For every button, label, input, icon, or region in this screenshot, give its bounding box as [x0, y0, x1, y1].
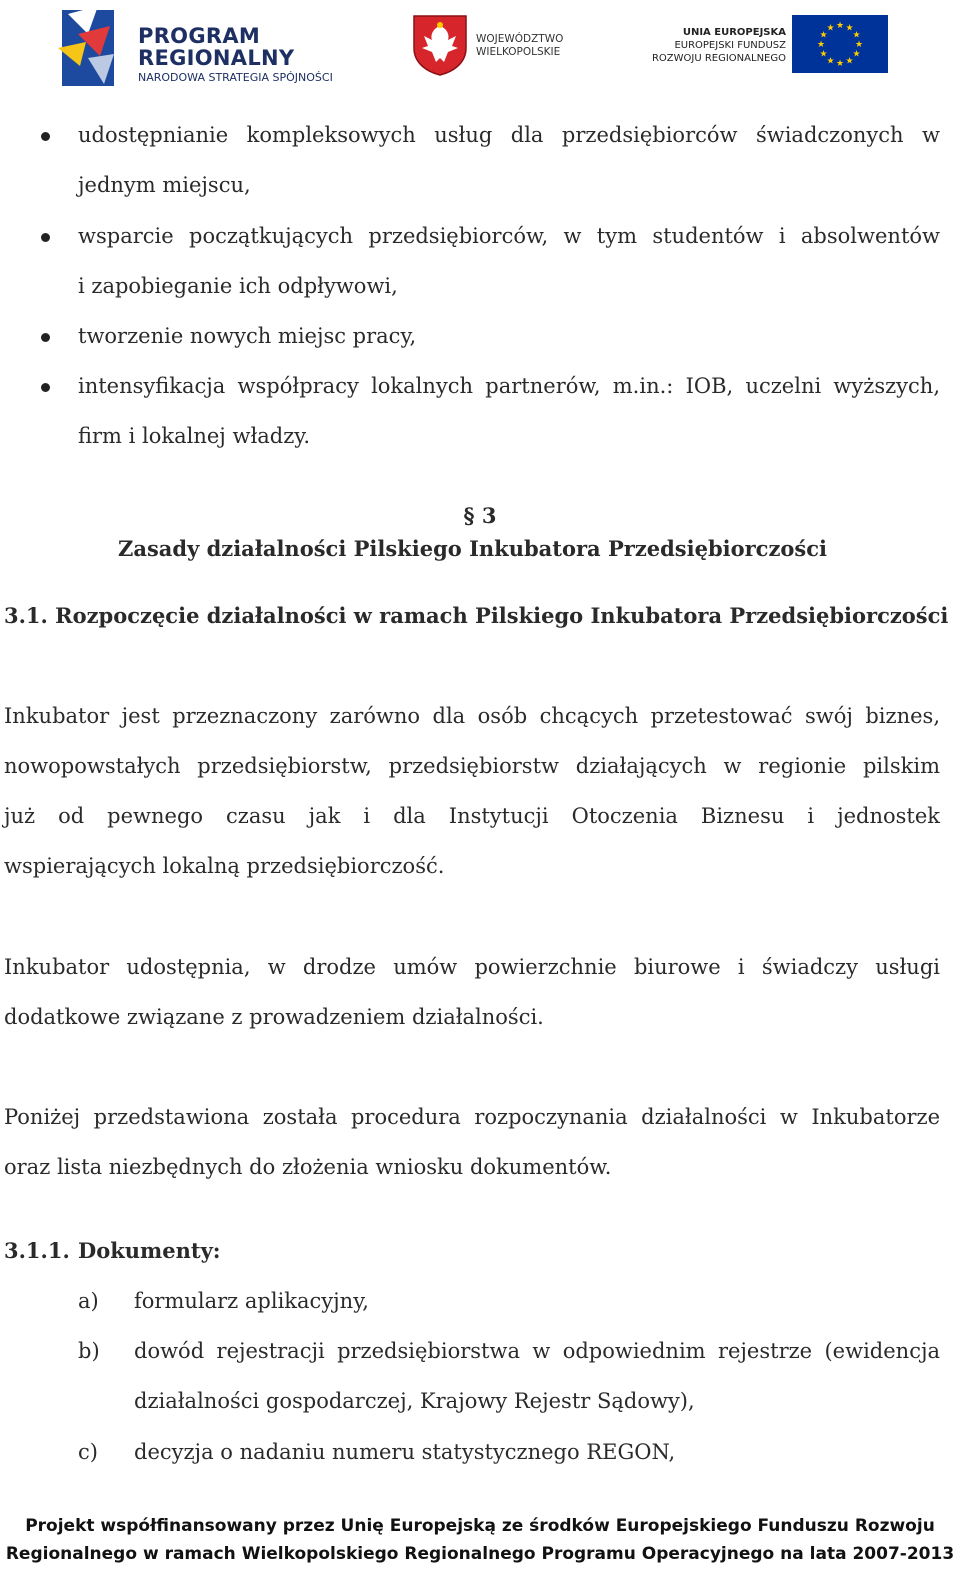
paragraph-line: wspierających lokalną przedsiębiorczość.: [4, 854, 445, 878]
paragraph-line: Inkubator udostępnia, w drodze umów powierzchnie biurowe i świadczy usługi: [4, 955, 940, 979]
woj-line1: WOJEWÓDZTWO: [476, 33, 564, 45]
footer-line1: Projekt współfinansowany przez Unię Europejską ze środków Europejskiego Funduszu Rozwoju: [25, 1516, 935, 1536]
bullet-item-1-line2: jednym miejscu,: [78, 173, 251, 197]
program-logo-line2: REGIONALNY: [138, 46, 295, 70]
document-item-letter: c): [78, 1440, 98, 1464]
eu-flag-icon: [792, 15, 888, 73]
svg-text:★: ★: [854, 40, 864, 50]
ue-line1: UNIA EUROPEJSKA: [682, 27, 786, 38]
bullet-dot: [41, 383, 50, 392]
bullet-item-2-line1: wsparcie początkujących przedsiębiorców, w tym studentów i absolwentów: [78, 224, 940, 248]
svg-text:★: ★: [845, 23, 854, 34]
wojewodztwo-logo-text: [476, 33, 563, 59]
svg-text:★: ★: [819, 30, 828, 41]
document-item-letter: a): [78, 1289, 99, 1313]
eagle-shield-icon: [410, 14, 470, 76]
star-emblem-icon: [58, 4, 138, 88]
bullet-dot: [41, 333, 50, 342]
bullet-item-1-line1: udostępnianie kompleksowych usług dla przedsiębiorców świadczonych w: [78, 123, 940, 147]
svg-text:★: ★: [835, 21, 845, 31]
paragraph-line: już od pewnego czasu jak i dla Instytucji Otoczenia Biznesu i jednostek: [4, 804, 940, 828]
section-number: § 3: [463, 503, 497, 528]
bullet-item-3-line1: tworzenie nowych miejsc pracy,: [78, 324, 417, 348]
unia-europejska-logo: [626, 15, 891, 77]
bullet-dot: [41, 233, 50, 242]
paragraph-line: dodatkowe związane z prowadzeniem działalności.: [4, 1005, 544, 1029]
wojewodztwo-logo: [410, 14, 590, 76]
svg-text:★: ★: [826, 23, 835, 34]
svg-text:★: ★: [816, 40, 826, 50]
page-header: [0, 0, 960, 90]
program-logo-subtitle: NARODOWA STRATEGIA SPÓJNOŚCI: [138, 71, 333, 84]
document-item-text: dowód rejestracji przedsiębiorstwa w odpowiednim rejestrze (ewidencja: [134, 1339, 940, 1363]
paragraph-line: Inkubator jest przeznaczony zarówno dla osób chcących przetestować swój biznes,: [4, 704, 940, 728]
document-item-text: decyzja o nadaniu numeru statystycznego REGON,: [134, 1440, 676, 1464]
paragraph-line: Poniżej przedstawiona została procedura rozpoczynania działalności w Inkubatorze: [4, 1105, 940, 1129]
documents-number: 3.1.1.: [4, 1238, 70, 1263]
bullet-item-2-line2: i zapobieganie ich odpływowi,: [78, 274, 398, 298]
svg-text:★: ★: [819, 49, 828, 60]
svg-text:★: ★: [852, 30, 861, 41]
ue-line2: EUROPEJSKI FUNDUSZ: [674, 40, 786, 51]
svg-text:★: ★: [835, 59, 845, 69]
bullet-item-4-line1: intensyfikacja współpracy lokalnych partnerów, m.in.: IOB, uczelni wyższych,: [78, 374, 940, 398]
subsection-title: 3.1. Rozpoczęcie działalności w ramach Pilskiego Inkubatora Przedsiębiorczości: [4, 603, 949, 628]
page-footer: [0, 1512, 960, 1568]
ue-line3: ROZWOJU REGIONALNEGO: [651, 53, 786, 64]
footer-line2: Regionalnego w ramach Wielkopolskiego Regionalnego Programu Operacyjnego na lata 2007-2013: [5, 1544, 955, 1564]
program-regionalny-logo: [58, 4, 358, 88]
woj-line2: WIELKOPOLSKIE: [476, 46, 561, 58]
program-logo-title: [138, 25, 294, 69]
ue-logo-text: [652, 26, 786, 65]
document-item-text: działalności gospodarczej, Krajowy Rejestr Sądowy),: [134, 1389, 695, 1413]
document-item-text: formularz aplikacyjny,: [134, 1289, 369, 1313]
bullet-item-4-line2: firm i lokalnej władzy.: [78, 424, 311, 448]
program-logo-line1: PROGRAM: [138, 24, 261, 48]
document-item-letter: b): [78, 1339, 100, 1363]
svg-text:★: ★: [826, 56, 835, 67]
paragraph-line: nowopowstałych przedsiębiorstw, przedsiębiorstw działających w regionie pilskim: [4, 754, 940, 778]
section-title: Zasady działalności Pilskiego Inkubatora Przedsiębiorczości: [118, 536, 827, 561]
bullet-dot: [41, 132, 50, 141]
svg-text:★: ★: [845, 56, 854, 67]
paragraph-line: oraz lista niezbędnych do złożenia wniosku dokumentów.: [4, 1155, 612, 1179]
documents-title: Dokumenty:: [78, 1238, 221, 1263]
svg-text:★: ★: [852, 49, 861, 60]
